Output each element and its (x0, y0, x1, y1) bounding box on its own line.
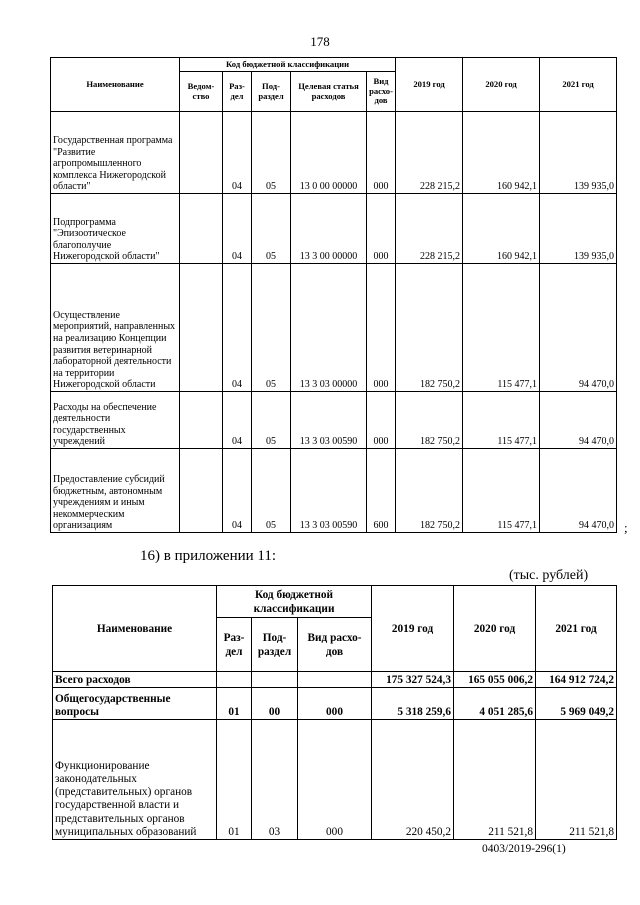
row-podrazdel: 05 (252, 449, 291, 533)
table-row (51, 194, 617, 264)
row-vid: 600 (367, 449, 396, 533)
budget-table-appendix-11 (52, 585, 617, 840)
budget-table-appendix (50, 57, 617, 533)
row-target: 13 0 00 00000 (291, 112, 367, 194)
row-2020: 165 055 006,2 (454, 672, 536, 688)
units-label: (тыс. рублей) (509, 568, 589, 583)
header-2021: 2021 год (536, 586, 617, 672)
row-vid: 000 (298, 688, 372, 720)
row-podrazdel: 05 (252, 194, 291, 264)
row-2020: 160 942,1 (463, 194, 540, 264)
header-razdel: Раз- дел (217, 618, 252, 672)
header-podrazdel: Под- раздел (252, 618, 298, 672)
row-vid: 000 (367, 112, 396, 194)
header-podrazdel: Под- раздел (252, 72, 291, 112)
row-2019: 220 450,2 (372, 720, 454, 840)
row-2020: 4 051 285,6 (454, 688, 536, 720)
row-2020: 211 521,8 (454, 720, 536, 840)
row-2021: 139 935,0 (540, 194, 617, 264)
row-razdel: 04 (223, 264, 252, 392)
table-row (53, 688, 617, 720)
row-2019: 175 327 524,3 (372, 672, 454, 688)
table-row (51, 392, 617, 449)
row-razdel: 01 (217, 688, 252, 720)
row-vid (298, 672, 372, 688)
row-vedomstvo (180, 194, 223, 264)
table-row (51, 112, 617, 194)
section-heading: 16) в приложении 11: (140, 548, 277, 564)
row-2020: 160 942,1 (463, 112, 540, 194)
row-target: 13 3 03 00590 (291, 449, 367, 533)
table-row (53, 720, 617, 840)
row-2021: 94 470,0 (540, 392, 617, 449)
row-podrazdel: 05 (252, 112, 291, 194)
row-name: Функционирование законодательных (представительных) органов государственной власти и представительных органов муниципальных образований (53, 720, 217, 840)
row-2021: 211 521,8 (536, 720, 617, 840)
row-vedomstvo (180, 449, 223, 533)
row-2020: 115 477,1 (463, 449, 540, 533)
row-2021: 94 470,0 (540, 449, 617, 533)
row-podrazdel: 05 (252, 392, 291, 449)
row-2021: 5 969 049,2 (536, 688, 617, 720)
table-row (51, 264, 617, 392)
header-2021: 2021 год (540, 58, 617, 112)
table-row (53, 672, 617, 688)
row-razdel: 04 (223, 392, 252, 449)
row-vid: 000 (367, 392, 396, 449)
header-code-group: Код бюджетной классификации (217, 586, 372, 618)
row-2019: 182 750,2 (396, 392, 463, 449)
row-vid: 000 (298, 720, 372, 840)
header-2019: 2019 год (396, 58, 463, 112)
row-podrazdel: 05 (252, 264, 291, 392)
header-2019: 2019 год (372, 586, 454, 672)
trailing-semicolon: ; (624, 520, 628, 535)
header-vid: Вид расхо- дов (298, 618, 372, 672)
row-vedomstvo (180, 264, 223, 392)
document-code: 0403/2019-296(1) (482, 843, 566, 855)
header-code-group: Код бюджетной классификации (180, 58, 396, 72)
row-vedomstvo (180, 392, 223, 449)
row-name: Предоставление субсидий бюджетным, автономным учреждениям и иным некоммерческим организациям (51, 449, 180, 533)
row-target: 13 3 03 00000 (291, 264, 367, 392)
header-target: Целевая статья расходов (291, 72, 367, 112)
row-podrazdel (252, 672, 298, 688)
table-row (51, 449, 617, 533)
row-razdel (217, 672, 252, 688)
row-razdel: 04 (223, 449, 252, 533)
row-name: Расходы на обеспечение деятельности государственных учреждений (51, 392, 180, 449)
row-podrazdel: 00 (252, 688, 298, 720)
header-2020: 2020 год (454, 586, 536, 672)
row-2020: 115 477,1 (463, 264, 540, 392)
header-vedomstvo: Ведом- ство (180, 72, 223, 112)
page-number: 178 (310, 34, 330, 49)
row-2021: 164 912 724,2 (536, 672, 617, 688)
row-2019: 5 318 259,6 (372, 688, 454, 720)
row-name: Всего расходов (53, 672, 217, 688)
row-2021: 94 470,0 (540, 264, 617, 392)
row-2020: 115 477,1 (463, 392, 540, 449)
header-vid: Вид расхо- дов (367, 72, 396, 112)
row-name: Осуществление мероприятий, направленных на реализацию Концепции развития ветеринарной лабораторной деятельности на территории Нижегородской области (51, 264, 180, 392)
row-2019: 228 215,2 (396, 194, 463, 264)
row-razdel: 04 (223, 112, 252, 194)
row-name: Общегосударственные вопросы (53, 688, 217, 720)
row-target: 13 3 00 00000 (291, 194, 367, 264)
row-razdel: 04 (223, 194, 252, 264)
row-razdel: 01 (217, 720, 252, 840)
row-podrazdel: 03 (252, 720, 298, 840)
row-target: 13 3 03 00590 (291, 392, 367, 449)
header-razdel: Раз- дел (223, 72, 252, 112)
header-2020: 2020 год (463, 58, 540, 112)
row-2019: 182 750,2 (396, 449, 463, 533)
row-vedomstvo (180, 112, 223, 194)
row-vid: 000 (367, 194, 396, 264)
row-2019: 228 215,2 (396, 112, 463, 194)
header-name: Наименование (53, 586, 217, 672)
row-vid: 000 (367, 264, 396, 392)
row-name: Подпрограмма "Эпизоотическое благополучие Нижегородской области" (51, 194, 180, 264)
row-name: Государственная программа "Развитие агропромышленного комплекса Нижегородской области" (51, 112, 180, 194)
row-2021: 139 935,0 (540, 112, 617, 194)
header-name: Наименование (51, 58, 180, 112)
row-2019: 182 750,2 (396, 264, 463, 392)
